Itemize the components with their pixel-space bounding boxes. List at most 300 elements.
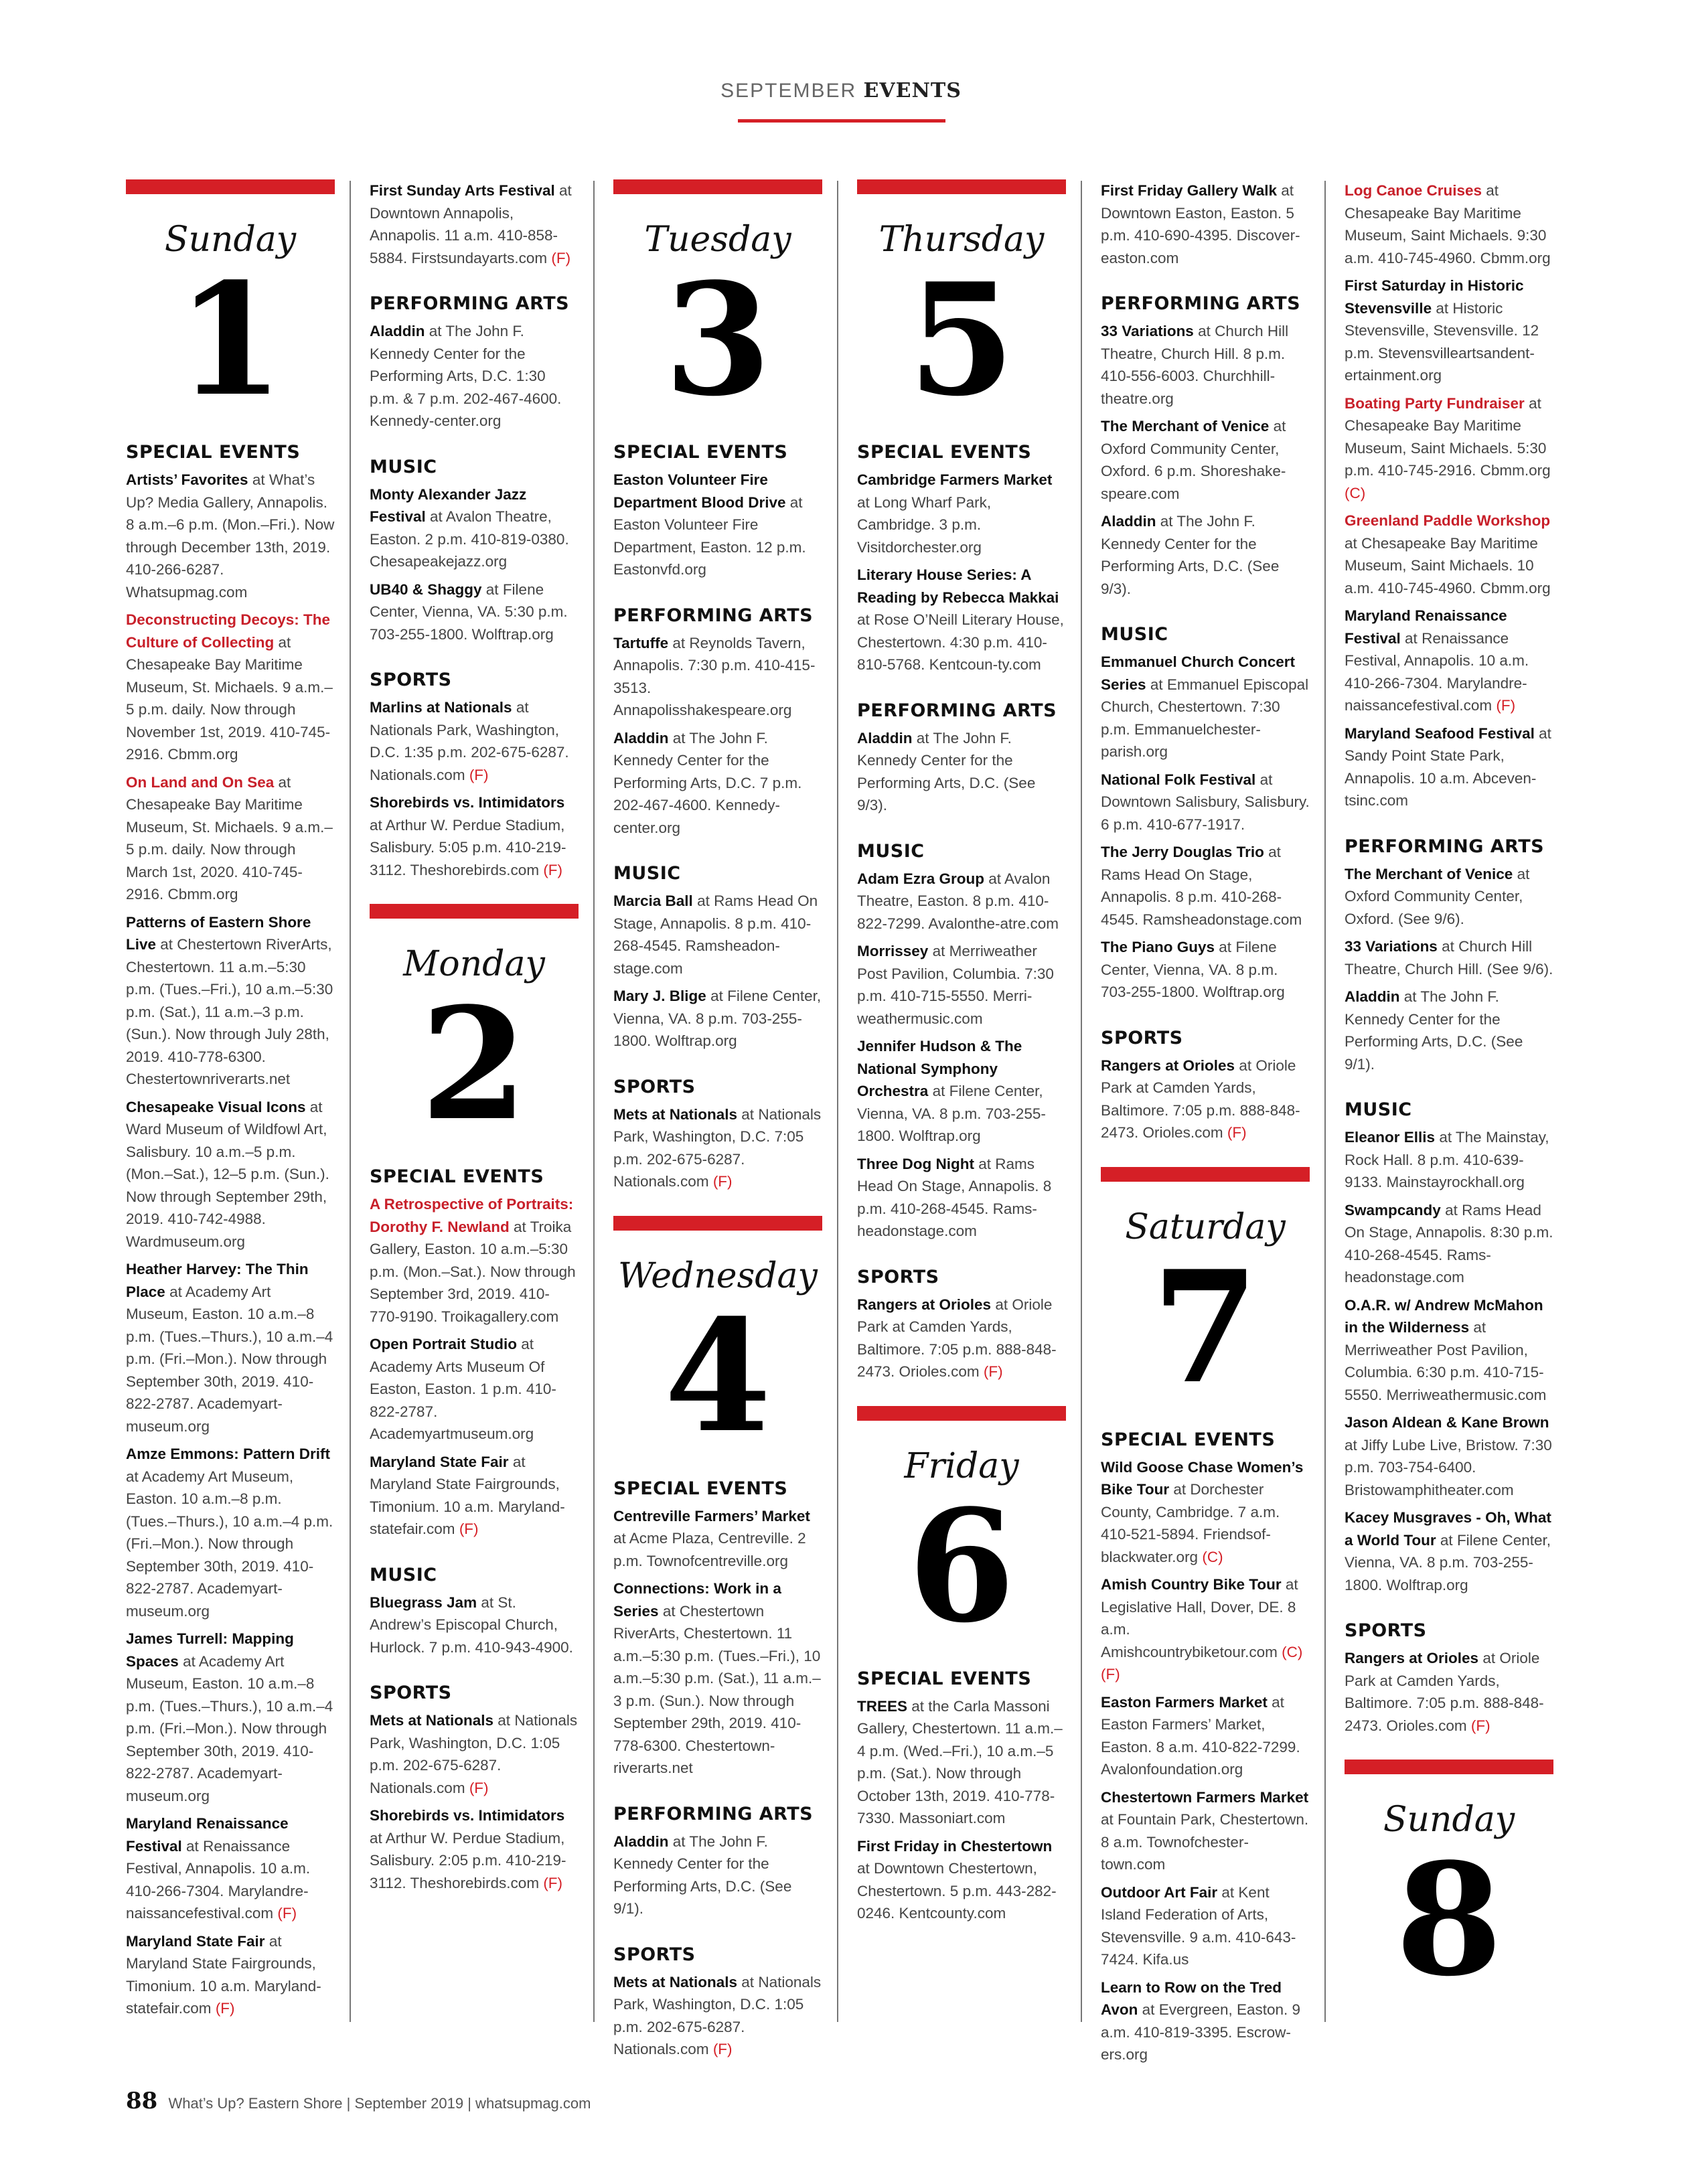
event-name: Shorebirds vs. Intimidators xyxy=(370,794,565,811)
event-details: at Kent Island Federation of Arts, Stevensville. 9 a.m. 410-643-7424. Kifa.us xyxy=(1101,1883,1296,1968)
event-item xyxy=(370,578,579,646)
event-tag: (F) xyxy=(459,1520,479,1537)
event-item xyxy=(613,632,822,722)
event-item xyxy=(857,1294,1066,1383)
category-heading: SPORTS xyxy=(857,1266,939,1288)
event-list xyxy=(370,320,579,433)
event-name: Maryland Seafood Festival xyxy=(1345,724,1535,742)
event-item xyxy=(370,1709,579,1799)
day-bar xyxy=(1345,1760,1553,1774)
event-list xyxy=(613,1971,822,2061)
event-details: at Merriweather Post Pavilion, Columbia. 6:30 p.m. 410-715-5550. Merriweathermusic.com xyxy=(1345,1319,1547,1403)
event-details: at Emmanuel Episcopal Church, Chestertown. 7:30 p.m. Emmanuelchester-parish.org xyxy=(1101,676,1309,760)
column-divider xyxy=(1081,181,1082,2022)
category-heading: PERFORMING ARTS xyxy=(1345,836,1545,857)
event-details: at Rams Head On Stage, Annapolis. 8 p.m. 410-268-4545. Ramsheadon-stage.com xyxy=(613,892,818,977)
category-heading: PERFORMING ARTS xyxy=(370,293,570,314)
event-list xyxy=(857,727,1066,817)
event-item xyxy=(1101,651,1310,763)
event-item xyxy=(613,1971,822,2061)
event-name: Monty Alexander Jazz Festival xyxy=(370,485,527,525)
category-heading: MUSIC xyxy=(1101,624,1168,645)
event-item xyxy=(1345,722,1553,812)
event-details: at Ward Museum of Wildfowl Art, Salisbury. 10 a.m.–5 p.m. (Mon.–Sat.), 12–5 p.m. (Sun.). Now through September 29th, 2019. 410-742-4988. Wardmuseum.org xyxy=(126,1098,329,1250)
header-prefix: SEPTEMBER xyxy=(720,80,857,102)
event-name: James Turrell: Mapping Spaces xyxy=(126,1630,294,1670)
event-details: at Acme Plaza, Centreville. 2 p.m. Townofcentreville.org xyxy=(613,1530,806,1569)
category-heading: SPORTS xyxy=(613,1076,696,1097)
event-tag: (C) (F) xyxy=(1101,1643,1303,1683)
event-name: Easton Volunteer Fire Department Blood Drive xyxy=(613,471,786,511)
event-item xyxy=(1345,1294,1553,1407)
day-name: Tuesday xyxy=(644,220,791,260)
event-item xyxy=(613,727,822,840)
event-item xyxy=(126,1096,335,1253)
event-tag: (C) xyxy=(1202,1548,1223,1565)
event-details: at Oriole Park at Camden Yards, Baltimore. 7:05 p.m. 888-848-2473. Orioles.com xyxy=(1345,1650,1544,1734)
event-details: at Filene Center, Vienna, VA. 8 p.m. 703-255-1800. Wolftrap.org xyxy=(613,988,822,1049)
event-details: at Chesapeake Bay Maritime Museum, Saint Michaels. 10 a.m. 410-745-4960. Cbmm.org xyxy=(1345,534,1551,597)
event-list xyxy=(1101,1055,1310,1144)
event-list xyxy=(370,696,579,881)
event-name: Shorebirds vs. Intimidators xyxy=(370,1807,565,1824)
event-item xyxy=(1101,1456,1310,1569)
event-name: Maryland State Fair xyxy=(126,1932,265,1950)
event-item xyxy=(613,469,822,581)
event-details: at Filene Center, Vienna, VA. 8 p.m. 703-255-1800. Wolftrap.org xyxy=(1345,1531,1551,1593)
event-item xyxy=(1101,1976,1310,2066)
event-details: at Filene Center, Vienna, VA. 8 p.m. 703-255-1800. Wolftrap.org xyxy=(1101,939,1285,1000)
event-list xyxy=(613,632,822,840)
event-name: Artists’ Favorites xyxy=(126,471,248,488)
day-bar xyxy=(613,1216,822,1231)
event-name: Mets at Nationals xyxy=(613,1105,738,1123)
event-item xyxy=(1345,1411,1553,1501)
event-details: at Easton Farmers’ Market, Easton. 8 a.m. 410-822-7299. Avalonfoundation.org xyxy=(1101,1693,1300,1778)
day-number: 7 xyxy=(1151,1237,1259,1418)
header-bold: EVENTS xyxy=(863,79,962,102)
event-details: at The John F. Kennedy Center for the Performing Arts, D.C. 1:30 p.m. & 7 p.m. 202-467-4600. Kennedy-center.org xyxy=(370,323,562,429)
event-details: at Jiffy Lube Live, Bristow. 7:30 p.m. 703-754-6400. Bristowamphitheater.com xyxy=(1345,1436,1552,1498)
event-item xyxy=(857,727,1066,817)
category-heading: SPORTS xyxy=(1101,1027,1183,1048)
event-item xyxy=(126,1812,335,1925)
category-heading: SPECIAL EVENTS xyxy=(613,1478,788,1499)
event-tag: (C) xyxy=(1345,484,1366,501)
event-item xyxy=(857,469,1066,558)
event-details: at Downtown Annapolis, Annapolis. 11 a.m. 410-858-5884. Firstsundayarts.com xyxy=(370,182,572,266)
event-details: at Reynolds Tavern, Annapolis. 7:30 p.m. 410-415-3513. Annapolisshakespeare.org xyxy=(613,634,816,718)
category-heading: SPORTS xyxy=(613,1944,696,1965)
event-item xyxy=(1345,986,1553,1075)
event-details: at Oxford Community Center, Oxford. 6 p.m. Shoreshake-speare.com xyxy=(1101,418,1286,502)
event-details: at Oxford Community Center, Oxford. (See 9/6). xyxy=(1345,865,1530,927)
event-name: The Merchant of Venice xyxy=(1345,865,1513,882)
column-2 xyxy=(370,179,579,1899)
event-item xyxy=(857,564,1066,676)
event-item xyxy=(613,1577,822,1780)
event-details: at Easton Volunteer Fire Department, Easton. 12 p.m. Eastonvfd.org xyxy=(613,493,806,578)
event-details: at Chesapeake Bay Maritime Museum, Saint Michaels. 9:30 a.m. 410-745-4960. Cbmm.org xyxy=(1345,182,1551,266)
day-number: 3 xyxy=(664,250,772,431)
event-list xyxy=(1345,863,1553,1076)
day-bar xyxy=(857,1406,1066,1421)
event-name: First Friday Gallery Walk xyxy=(1101,182,1278,199)
event-name: First Saturday in Historic Stevensville xyxy=(1345,277,1524,317)
event-details: at Chestertown RiverArts, Chestertown. 11 a.m.–5:30 p.m. (Tues.–Fri.), 10 a.m.–5:30 p.m. (Sat.), 11 a.m.–3 p.m. (Sun.). Now through July 28th, 2019. 410-778-6300. Chestertownriverarts.net xyxy=(126,936,333,1087)
event-details: at Renaissance Festival, Annapolis. 10 a.m. 410-266-7304. Marylandre-naissancefestival.com xyxy=(126,1837,311,1922)
event-list xyxy=(1345,179,1553,812)
day-name: Wednesday xyxy=(618,1255,818,1296)
event-tag: (F) xyxy=(277,1905,297,1922)
day-name: Friday xyxy=(904,1446,1019,1486)
event-item xyxy=(1101,769,1310,836)
event-details: at Rose O’Neill Literary House, Chestertown. 4:30 p.m. 410-810-5768. Kentcoun-ty.com xyxy=(857,611,1064,673)
day-name: Sunday xyxy=(164,220,297,260)
event-name: Eleanor Ellis xyxy=(1345,1129,1436,1146)
event-name: Maryland Renaissance Festival xyxy=(1345,607,1507,647)
event-tag: (F) xyxy=(1470,1717,1490,1734)
column-divider xyxy=(593,181,595,2022)
event-list xyxy=(1101,179,1310,269)
category-heading: SPECIAL EVENTS xyxy=(613,442,788,463)
category-heading: SPECIAL EVENTS xyxy=(857,1668,1032,1689)
event-tag: (F) xyxy=(1496,697,1516,714)
section-header xyxy=(0,79,1682,102)
category-heading: SPECIAL EVENTS xyxy=(126,442,301,463)
column-divider xyxy=(350,181,351,2022)
event-name: Deconstructing Decoys: The Culture of Collecting xyxy=(126,611,331,651)
category-heading: SPECIAL EVENTS xyxy=(1101,1429,1276,1450)
event-list xyxy=(370,483,579,646)
event-tag: (F) xyxy=(712,2041,733,2057)
event-details: at Legislative Hall, Dover, DE. 8 a.m. Amishcountrybiketour.com xyxy=(1101,1576,1298,1660)
event-name: Amish Country Bike Tour xyxy=(1101,1576,1282,1593)
event-name: Greenland Paddle Workshop xyxy=(1345,512,1551,529)
category-heading: MUSIC xyxy=(370,1564,437,1585)
event-item xyxy=(126,1443,335,1622)
event-details: at Downtown Salisbury, Salisbury. 6 p.m. 410-677-1917. xyxy=(1101,771,1310,833)
event-item xyxy=(1101,1055,1310,1144)
event-details: at Chesapeake Bay Maritime Museum, Saint Michaels. 5:30 p.m. 410-745-2916. Cbmm.org xyxy=(1345,394,1551,479)
event-details: at Filene Center, Vienna, VA. 8 p.m. 703-255-1800. Wolftrap.org xyxy=(857,1083,1046,1144)
event-details: at The John F. Kennedy Center for the Performing Arts, D.C. 7 p.m. 202-467-4600. Kennedy-center.org xyxy=(613,729,802,836)
event-details: at Nationals Park, Washington, D.C. 7:05 p.m. 202-675-6287. Nationals.com xyxy=(613,1105,822,1190)
event-name: Jason Aldean & Kane Brown xyxy=(1345,1414,1549,1431)
event-details: at The John F. Kennedy Center for the Performing Arts, D.C. (See 9/1). xyxy=(1345,988,1523,1073)
event-name: Literary House Series: A Reading by Rebecca Makkai xyxy=(857,566,1059,606)
event-name: Rangers at Orioles xyxy=(1345,1650,1479,1666)
event-list xyxy=(370,1591,579,1659)
event-item xyxy=(370,1193,579,1328)
event-name: O.A.R. w/ Andrew McMahon in the Wilderness xyxy=(1345,1296,1543,1336)
event-details: at Avalon Theatre, Easton. 2 p.m. 410-819-0380. Chesapeakejazz.org xyxy=(370,508,569,570)
event-item xyxy=(1345,510,1553,599)
event-tag: (F) xyxy=(543,861,563,878)
event-item xyxy=(1345,1506,1553,1596)
event-details: at Chestertown RiverArts, Chestertown. 11 a.m.–5:30 p.m. (Tues.–Fri.), 10 a.m.–5:30 p.m. (Sat.), 11 a.m.–3 p.m. (Sun.). Now through September 29th, 2019. 410-778-6300. Chestertown-riverarts.net xyxy=(613,1602,821,1776)
event-item xyxy=(1101,841,1310,931)
event-name: Aladdin xyxy=(1101,513,1156,530)
event-name: Easton Farmers Market xyxy=(1101,1693,1268,1711)
event-name: Aladdin xyxy=(370,323,425,339)
event-list xyxy=(857,1695,1066,1925)
event-name: Centreville Farmers’ Market xyxy=(613,1507,810,1525)
event-name: Marcia Ball xyxy=(613,892,693,909)
event-item xyxy=(1345,605,1553,717)
event-tag: (F) xyxy=(1227,1124,1247,1141)
event-details: at Maryland State Fairgrounds, Timonium. 10 a.m. Maryland-statefair.com xyxy=(370,1453,565,1537)
event-name: Aladdin xyxy=(1345,988,1400,1005)
event-item xyxy=(1101,1573,1310,1686)
event-name: On Land and On Sea xyxy=(126,773,275,791)
event-item xyxy=(126,911,335,1091)
event-details: at Church Hill Theatre, Church Hill. 8 p.m. 410-556-6003. Churchhill-theatre.org xyxy=(1101,323,1289,407)
event-details: at Church Hill Theatre, Church Hill. (See 9/6). xyxy=(1345,938,1553,978)
event-item xyxy=(1101,320,1310,410)
day-name: Sunday xyxy=(1383,1800,1515,1840)
event-details: at Downtown Easton, Easton. 5 p.m. 410-690-4395. Discover-easton.com xyxy=(1101,182,1300,266)
event-name: First Sunday Arts Festival xyxy=(370,182,555,199)
category-heading: PERFORMING ARTS xyxy=(613,605,814,626)
event-name: Mets at Nationals xyxy=(613,1973,738,1991)
column-4 xyxy=(857,179,1066,1930)
event-name: Rangers at Orioles xyxy=(857,1296,992,1313)
event-details: at Maryland State Fairgrounds, Timonium. 10 a.m. Maryland-statefair.com xyxy=(126,1932,321,2017)
event-item xyxy=(1345,1199,1553,1289)
category-heading: MUSIC xyxy=(613,863,681,884)
event-details: at Filene Center, Vienna, VA. 5:30 p.m. 703-255-1800. Wolftrap.org xyxy=(370,580,568,643)
event-item xyxy=(1101,936,1310,1004)
event-name: Kacey Musgraves - Oh, What a World Tour xyxy=(1345,1509,1551,1549)
event-name: First Friday in Chestertown xyxy=(857,1837,1053,1855)
event-name: Connections: Work in a Series xyxy=(613,1580,781,1620)
event-name: The Merchant of Venice xyxy=(1101,418,1270,435)
event-name: National Folk Festival xyxy=(1101,771,1256,788)
day-name: Monday xyxy=(403,944,545,984)
day-name: Thursday xyxy=(878,220,1045,260)
page-footer xyxy=(126,2088,591,2114)
event-tag: (F) xyxy=(469,766,489,783)
event-details: at Downtown Chestertown, Chestertown. 5 p.m. 443-282-0246. Kentcounty.com xyxy=(857,1860,1057,1922)
event-details: at Rams Head On Stage, Annapolis. 8:30 p.m. 410-268-4545. Rams-headonstage.com xyxy=(1345,1201,1553,1285)
event-name: Wild Goose Chase Women’s Bike Tour xyxy=(1101,1458,1304,1498)
event-details: at Nationals Park, Washington, D.C. 1:35 p.m. 202-675-6287. Nationals.com xyxy=(370,699,569,783)
day-number: 6 xyxy=(907,1476,1016,1657)
event-name: Maryland Renaissance Festival xyxy=(126,1815,289,1855)
event-name: Open Portrait Studio xyxy=(370,1336,518,1352)
event-item xyxy=(1345,179,1553,269)
event-details: at Academy Arts Museum Of Easton, Easton. 1 p.m. 410-822-2787. Academyartmuseum.org xyxy=(370,1336,556,1442)
event-item xyxy=(126,771,335,906)
day-number: 1 xyxy=(176,250,285,431)
event-details: at Oriole Park at Camden Yards, Baltimore. 7:05 p.m. 888-848-2473. Orioles.com xyxy=(1101,1057,1300,1141)
event-details: at Long Wharf Park, Cambridge. 3 p.m. Visitdorchester.org xyxy=(857,493,992,556)
day-number: 8 xyxy=(1395,1830,1503,2011)
event-name: 33 Variations xyxy=(1101,323,1194,339)
event-item xyxy=(857,1035,1066,1148)
event-name: TREES xyxy=(857,1697,908,1715)
category-heading: SPORTS xyxy=(370,670,452,690)
event-item xyxy=(370,320,579,433)
event-name: Patterns of Eastern Shore Live xyxy=(126,913,311,953)
event-details: at Chesapeake Bay Maritime Museum, St. Michaels. 9 a.m.–5 p.m. daily. Now through March 1st, 2020. 410-745-2916. Cbmm.org xyxy=(126,773,333,903)
event-details: at Arthur W. Perdue Stadium, Salisbury. 5:05 p.m. 410-219-3112. Theshorebirds.com xyxy=(370,816,566,878)
event-details: at the Carla Massoni Gallery, Chestertown. 11 a.m.–4 p.m. (Wed.–Fri.), 10 a.m.–5 p.m. (Sat.). Now through October 13th, 2019. 410-778-7330. Massoniart.com xyxy=(857,1697,1063,1826)
event-details: at Academy Art Museum, Easton. 10 a.m.–8 p.m. (Tues.–Thurs.), 10 a.m.–4 p.m. (Fri.–Mon.). Now through September 30th, 2019. 410-822-2787. Academyart-museum.org xyxy=(126,1283,333,1435)
event-name: Mary J. Blige xyxy=(613,988,706,1004)
event-item xyxy=(126,1258,335,1437)
event-details: at Chesapeake Bay Maritime Museum, St. Michaels. 9 a.m.–5 p.m. daily. Now through November 1st, 2019. 410-745-2916. Cbmm.org xyxy=(126,633,333,763)
day-number: 4 xyxy=(664,1285,772,1467)
category-heading: PERFORMING ARTS xyxy=(613,1803,814,1824)
event-list xyxy=(1345,1647,1553,1737)
event-name: The Piano Guys xyxy=(1101,939,1215,955)
event-item xyxy=(370,791,579,881)
column-divider xyxy=(837,181,838,2022)
event-list xyxy=(370,1709,579,1894)
event-item xyxy=(370,1333,579,1446)
column-divider xyxy=(1324,181,1326,2022)
event-details: at The John F. Kennedy Center for the Performing Arts, D.C. (See 9/3). xyxy=(1101,513,1280,597)
event-tag: (F) xyxy=(712,1173,733,1190)
column-5 xyxy=(1101,179,1310,2072)
event-list xyxy=(613,1505,822,1780)
event-list xyxy=(613,890,822,1052)
category-heading: SPECIAL EVENTS xyxy=(370,1166,544,1187)
event-item xyxy=(370,1591,579,1659)
event-details: at What’s Up? Media Gallery, Annapolis. 8 a.m.–6 p.m. (Mon.–Fri.). Now through December 13th, 2019. 410-266-6287. Whatsupmag.com xyxy=(126,471,335,601)
event-name: Aladdin xyxy=(613,729,669,747)
event-item xyxy=(1345,1647,1553,1737)
event-item xyxy=(370,696,579,786)
event-item xyxy=(1345,392,1553,505)
event-item xyxy=(857,1695,1066,1830)
event-details: at The Mainstay, Rock Hall. 8 p.m. 410-639-9133. Mainstayrockhall.org xyxy=(1345,1129,1549,1190)
event-item xyxy=(613,1505,822,1573)
event-item xyxy=(1345,275,1553,387)
day-number: 2 xyxy=(420,974,528,1155)
event-details: at Rams Head On Stage, Annapolis. 8 p.m. 410-268-4545. Rams-headonstage.com xyxy=(857,1155,1052,1239)
event-details: at Arthur W. Perdue Stadium, Salisbury. 2:05 p.m. 410-219-3112. Theshorebirds.com xyxy=(370,1829,566,1891)
event-name: Aladdin xyxy=(857,729,913,747)
category-heading: MUSIC xyxy=(370,456,437,477)
day-bar xyxy=(613,179,822,194)
event-name: Maryland State Fair xyxy=(370,1453,509,1470)
event-name: Cambridge Farmers Market xyxy=(857,471,1053,488)
event-name: Morrissey xyxy=(857,943,929,959)
event-name: Adam Ezra Group xyxy=(857,870,985,887)
event-name: Mets at Nationals xyxy=(370,1712,494,1729)
page-number: 88 xyxy=(126,2088,158,2114)
day-bar xyxy=(857,179,1066,194)
event-list xyxy=(857,1294,1066,1383)
footer-text: What’s Up? Eastern Shore | September 2019 | whatsupmag.com xyxy=(168,2095,591,2112)
event-list xyxy=(613,1103,822,1193)
event-details: at Historic Stevensville, Stevensville. 12 p.m. Stevensvilleartsandent-ertainment.org xyxy=(1345,299,1539,384)
event-item xyxy=(1101,1786,1310,1876)
event-name: Chesapeake Visual Icons xyxy=(126,1098,306,1115)
event-item xyxy=(1345,1126,1553,1194)
event-name: Amze Emmons: Pattern Drift xyxy=(126,1446,331,1462)
event-details: at Oriole Park at Camden Yards, Baltimore. 7:05 p.m. 888-848-2473. Orioles.com xyxy=(857,1296,1057,1380)
event-list xyxy=(857,868,1066,1243)
event-item xyxy=(857,1153,1066,1243)
event-name: Outdoor Art Fair xyxy=(1101,1883,1218,1901)
event-item xyxy=(126,609,335,766)
event-item xyxy=(1101,510,1310,600)
event-tag: (F) xyxy=(983,1363,1003,1380)
event-list xyxy=(1101,651,1310,1004)
category-heading: MUSIC xyxy=(1345,1099,1412,1120)
header-rule xyxy=(738,119,945,123)
event-details: at Avalon Theatre, Easton. 8 p.m. 410-822-7299. Avalonthe-atre.com xyxy=(857,870,1059,932)
event-details: at Sandy Point State Park, Annapolis. 10 a.m. Abceven-tsinc.com xyxy=(1345,724,1551,809)
event-item xyxy=(1101,415,1310,505)
event-name: The Jerry Douglas Trio xyxy=(1101,844,1264,860)
event-details: at The John F. Kennedy Center for the Performing Arts, D.C. (See 9/1). xyxy=(613,1832,792,1917)
event-details: at Nationals Park, Washington, D.C. 1:05 p.m. 202-675-6287. Nationals.com xyxy=(613,1973,822,2057)
event-item xyxy=(126,1628,335,1807)
event-tag: (F) xyxy=(469,1779,489,1796)
event-item xyxy=(370,483,579,573)
event-item xyxy=(1101,1691,1310,1781)
event-details: at Academy Art Museum, Easton. 10 a.m.–8 p.m. (Tues.–Thurs.), 10 a.m.–4 p.m. (Fri.–Mon.). Now through September 30th, 2019. 410-822-2787. Academyart-museum.org xyxy=(126,1468,333,1620)
event-name: Tartuffe xyxy=(613,634,669,651)
event-item xyxy=(1101,179,1310,269)
event-item xyxy=(613,1830,822,1920)
event-list xyxy=(370,179,579,269)
event-item xyxy=(126,1930,335,2020)
event-tag: (F) xyxy=(215,2000,235,2017)
event-item xyxy=(613,1103,822,1193)
category-heading: SPORTS xyxy=(370,1683,452,1703)
event-details: at Fountain Park, Chestertown. 8 a.m. Townofchester-town.com xyxy=(1101,1811,1309,1873)
category-heading: SPORTS xyxy=(1345,1620,1427,1641)
event-name: Marlins at Nationals xyxy=(370,699,512,716)
event-details: at Evergreen, Easton. 9 a.m. 410-819-3395. Escrow-ers.org xyxy=(1101,2001,1301,2063)
category-heading: SPECIAL EVENTS xyxy=(857,442,1032,463)
event-details: at Rams Head On Stage, Annapolis. 8 p.m. 410-268-4545. Ramsheadonstage.com xyxy=(1101,844,1302,928)
event-item xyxy=(1101,1881,1310,1971)
event-item xyxy=(857,868,1066,935)
event-list xyxy=(126,469,335,2020)
event-name: Bluegrass Jam xyxy=(370,1593,477,1611)
column-1 xyxy=(126,179,335,2025)
event-details: at The John F. Kennedy Center for the Performing Arts, D.C. (See 9/3). xyxy=(857,729,1036,813)
day-number: 5 xyxy=(907,250,1016,431)
event-list xyxy=(1101,1456,1310,2066)
day-bar xyxy=(370,904,579,919)
day-name: Saturday xyxy=(1125,1206,1286,1247)
event-name: Aladdin xyxy=(613,1832,669,1850)
event-list xyxy=(1345,1126,1553,1596)
event-name: Emmanuel Church Concert Series xyxy=(1101,653,1296,693)
column-3 xyxy=(613,179,822,2066)
category-heading: PERFORMING ARTS xyxy=(857,700,1057,721)
event-name: Chestertown Farmers Market xyxy=(1101,1788,1309,1806)
event-name: Rangers at Orioles xyxy=(1101,1057,1235,1074)
event-item xyxy=(613,985,822,1052)
column-6 xyxy=(1345,179,1553,2021)
category-heading: PERFORMING ARTS xyxy=(1101,293,1301,314)
event-name: 33 Variations xyxy=(1345,938,1438,955)
event-item xyxy=(857,1835,1066,1925)
event-name: Three Dog Night xyxy=(857,1155,974,1172)
event-list xyxy=(370,1193,579,1541)
event-name: Swampcandy xyxy=(1345,1201,1441,1219)
event-item xyxy=(857,940,1066,1030)
